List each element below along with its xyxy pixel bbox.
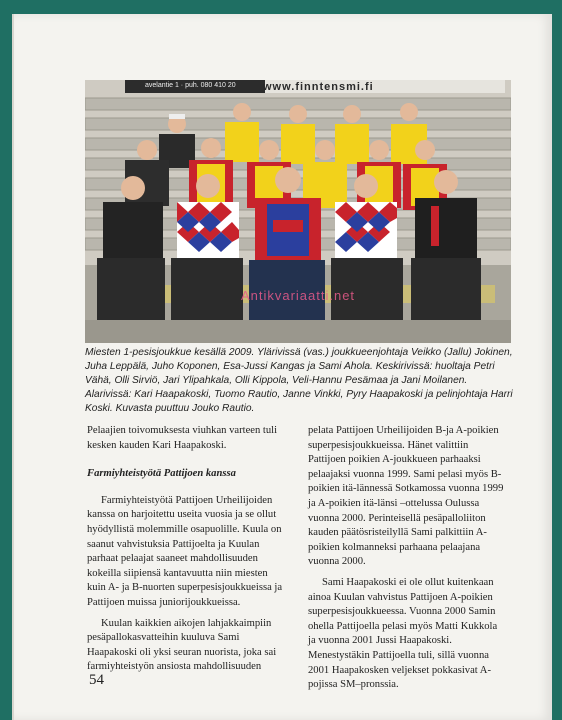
photo-caption: Miesten 1-pesisjoukkue kesällä 2009. Ylärivissä (vas.) joukkueenjohtaja Veikko (Jallu) Jokinen, Juha Leppälä, Juho Koponen, Esa-Jussi Kangas ja Sami Ahola. Keskirivissä: huoltaja Petri Vähä, Olli Sirviö, Jari Ylipahkala, Olli Kippola, Veli-Hannu Pesämaa ja Jani Moilanen. Alarivissä: Kari Haapakoski, Tuomo Rautio, Janne Vinkki, Pyry Haapakoski ja pelinjohtaja Harri Koski. Kuvasta puuttuu Jouko Rautio. [85, 347, 513, 414]
team-photo-illustration [85, 80, 511, 343]
page-number: 54 [89, 672, 104, 688]
paragraph: pelata Pattijoen Urheilijoiden B-ja A-poikien superpesisjoukkueissa. Hänet valittiin Pattijoen poikien A-joukkueen parhaaksi pelaajaksi vuonna 1999. Sami pelasi myös B-poikien itä-lännessä Sotkamossa vuonna 1999 ja A-poikien itä-länsi –ottelussa Oulussa vuonna 2000. Perinteisellä pesäpalloliiton kauden päätösristeilyllä Sami palkittiin A-poikien kolmanneksi parhaana pelaajana vuonna 2000. [308, 425, 504, 568]
banner-left-text: avelantie 1 · puh. 080 410 20 [145, 82, 236, 89]
paragraph: Pelaajien toivomuksesta viuhkan varteen tuli kesken kauden Kari Haapakoski. [87, 425, 278, 451]
paragraph: Kuulan kaikkien aikojen lahjakkaimpiin pesäpallokasvatteihin kuuluva Sami Haapakoski oli yksi seuran nuorista, joka sai farmiyhteistyön ansiosta mahdollisuuden [87, 617, 277, 673]
paragraph: Sami Haapakoski ei ole ollut kuitenkaan ainoa Kuulan vahvistus Pattijoen A-poikien superpesisjoukkueessa. Vuonna 2000 Samin ohella Pattijoella pelasi myös Matti Kukkola ja vuonna 2001 Jussi Haapakoski. Menestystäkin Pattijoella tuli, sillä vuonna 2001 Haapakosken veljekset pokkasivat A-pojissa SM–pronssia. [308, 576, 498, 691]
section-heading: Farmiyhteistyötä Pattijoen kanssa [87, 468, 236, 480]
watermark: Antikvariaatti.net [240, 288, 356, 303]
paragraph: Farmiyhteistyötä Pattijoen Urheilijoiden kanssa on harjoitettu useita vuosia ja se ollut hyödyllistä molemmille osapuolille. Kuula on saanut vahvistuksia Pattijoelta ja Kuulan parhaat pelaajat saaneet mahdollisuuden kokeilla siipiensä kantavuutta niin miesten kuin A- ja B-nuorten superpesisjoukkueissa ja Pattijoen muissa juniorijoukkueissa. [87, 494, 283, 608]
left-column [87, 424, 283, 675]
right-column [308, 424, 504, 693]
banner-website-text: www.finntensmi.fi [263, 81, 374, 93]
team-photo [85, 80, 511, 343]
